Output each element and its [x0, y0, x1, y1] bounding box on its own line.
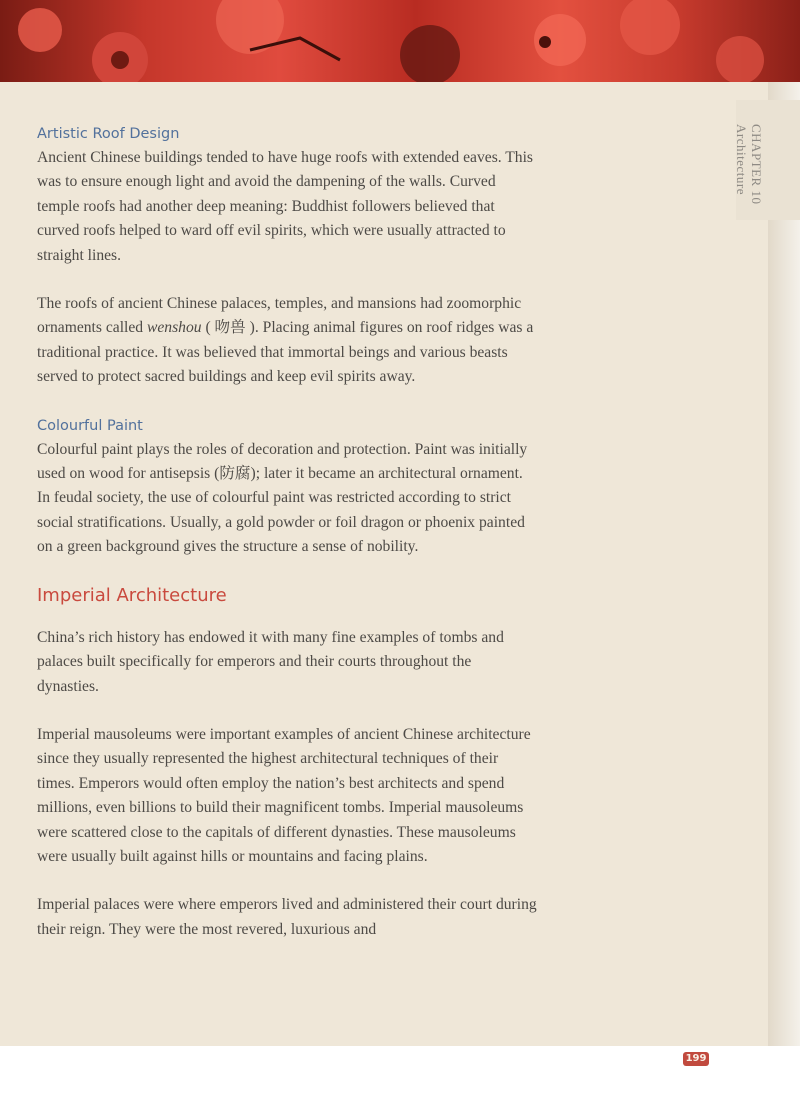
page-number: 199 [683, 1052, 709, 1066]
roof-paragraph-2 [37, 292, 537, 390]
roof-p2-text-a: The roofs of ancient Chinese palaces, temples, and mansions had zoomorphic ornaments called [37, 295, 522, 337]
imperial-paragraph-2: Imperial mausoleums were important examples of ancient Chinese architecture since they usually represented the highest architectural techniques of their times. Emperors would often employ the nation’s best architects and spend millions, even billions to build their magnificent tombs. Imperial mausoleums were scattered close to the capitals of different dynasties. These mausoleums were usually built against hills or mountains and facing plains. [37, 725, 531, 865]
roof-p2-text-b: Placing animal figures on roof ridges was a traditional practice. It was believed that immortal beings and various beasts served to protect sacred buildings and keep evil spirits away. [37, 319, 534, 386]
article-body [37, 122, 537, 966]
wenshou-chinese: ( 吻兽 ). [201, 319, 263, 337]
imperial-paragraph-3: Imperial palaces were where emperors lived and administered their court during their reign. They were the most revered, luxurious and [37, 896, 537, 938]
paint-paragraph: Colourful paint plays the roles of decoration and protection. Paint was initially used on wood for antisepsis (防腐); later it became an architectural ornament. In feudal society, the use of colourful paint was restricted according to strict social stratifications. Usually, a gold powder or foil dragon or phoenix painted on a green background gives the structure a sense of nobility. [37, 440, 528, 556]
chapter-label: CHAPTER 10 [749, 124, 764, 205]
wenshou-term: wenshou [146, 319, 202, 337]
roof-paragraph-1: Ancient Chinese buildings tended to have huge roofs with extended eaves. This was to ensure enough light and avoid the dampening of the walls. Curved temple roofs had another deep meaning: Buddhist followers believed that curved roofs helped to ward off evil spirits, which were usually attracted to straight lines. [37, 149, 533, 264]
lantern-pattern [0, 0, 800, 82]
chapter-tab [734, 124, 764, 204]
page-fold-shadow [768, 82, 800, 1046]
imperial-paragraph-1: China’s rich history has endowed it with many fine examples of tombs and palaces built specifically for emperors and their courts throughout the dynasties. [37, 628, 504, 695]
heading-colourful-paint: Colourful Paint [37, 417, 143, 434]
chapter-title: Architecture [734, 124, 749, 195]
heading-imperial-architecture: Imperial Architecture [37, 584, 227, 606]
header-banner-image [0, 0, 800, 82]
heading-roof-design: Artistic Roof Design [37, 126, 180, 142]
